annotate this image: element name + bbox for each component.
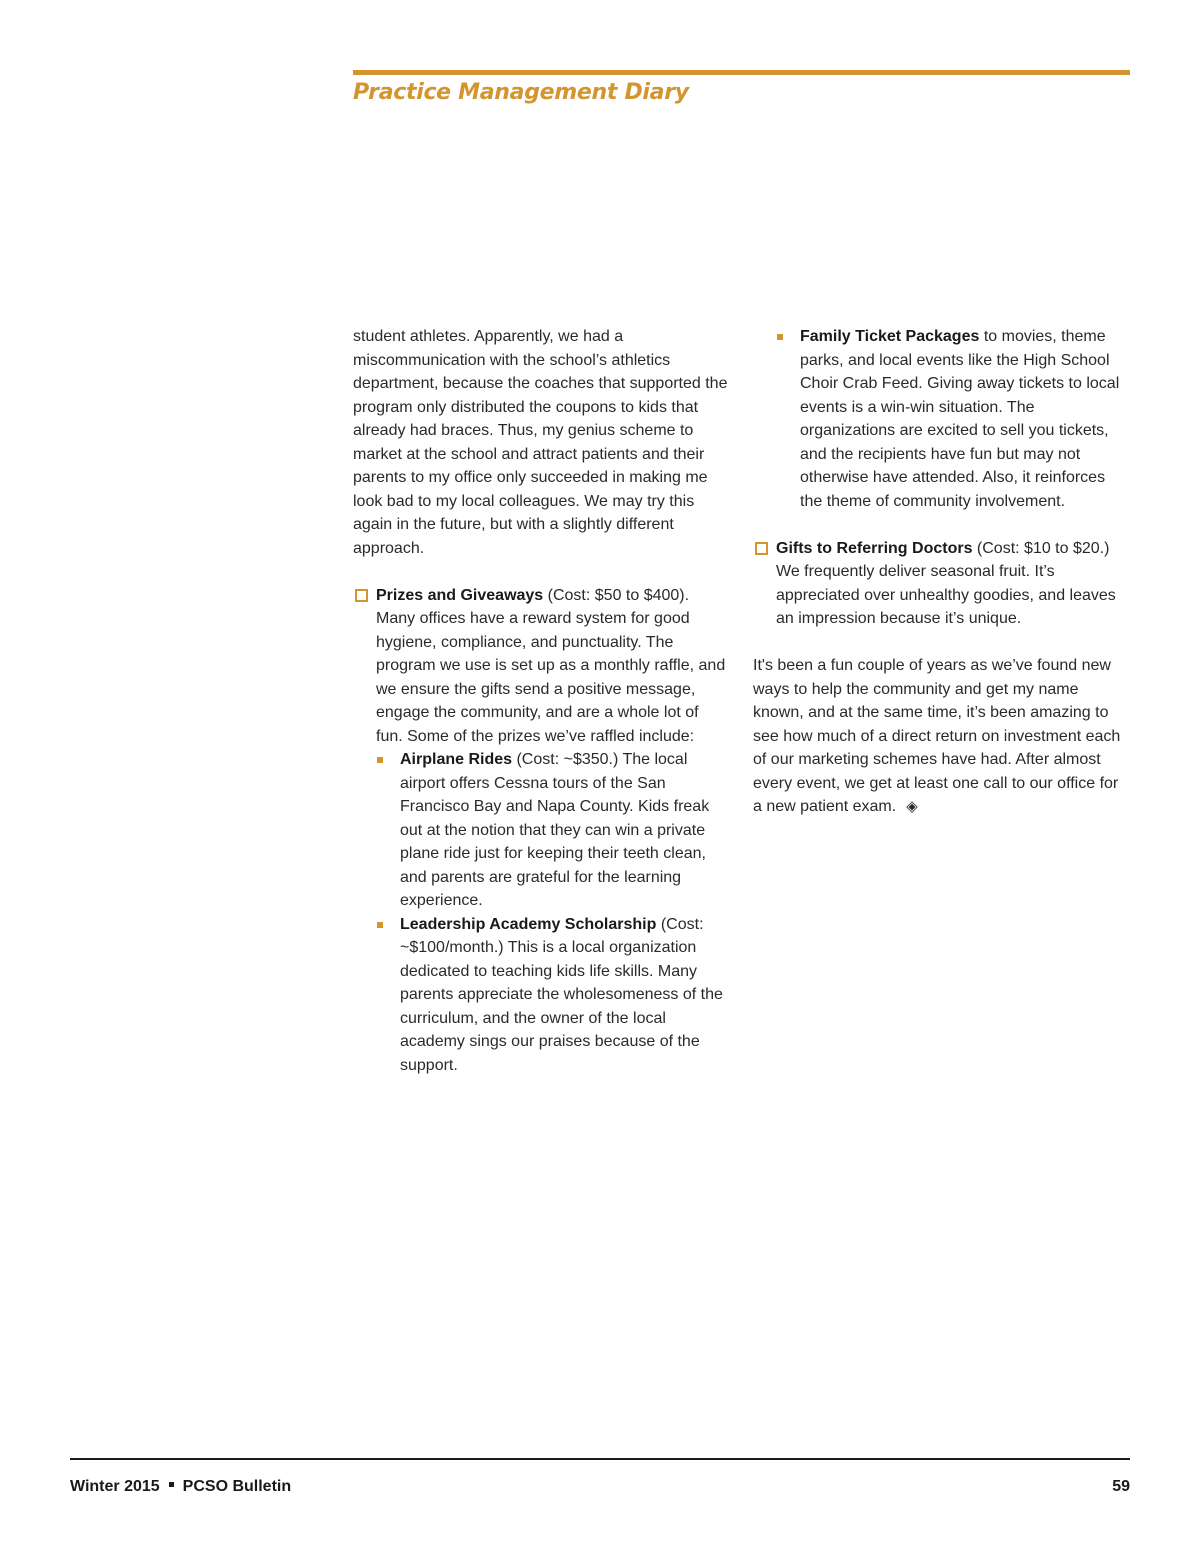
item-title: Prizes and Giveaways bbox=[376, 586, 544, 604]
item-text: (Cost: $50 to $400). Many offices have a reward system for good hygiene, compliance, and punctuality. The program we use is set up as a monthly raffle, and we ensure the gifts send a positive message, engage the community, and are a whole lot of fun. Some of the prizes we’ve raffled include: bbox=[376, 586, 726, 745]
square-bullet-icon bbox=[755, 542, 768, 555]
square-bullet-icon bbox=[355, 589, 368, 602]
item-title: Gifts to Referring Doctors bbox=[776, 539, 973, 557]
list-item-prizes bbox=[353, 584, 729, 749]
end-mark-icon: ◈ bbox=[906, 798, 918, 815]
left-column bbox=[353, 325, 729, 1077]
item-text: (Cost: ~$350.) The local airport offers Cessna tours of the San Francisco Bay and Napa County. Kids freak out at the notion that they can win a private plane ride just for keeping their teeth clean, and parents are grateful for the learning experience. bbox=[400, 751, 710, 909]
sub-item-airplane bbox=[353, 748, 729, 913]
page-number: 59 bbox=[1112, 1478, 1130, 1495]
bullet-icon bbox=[377, 922, 383, 928]
bullet-icon bbox=[777, 334, 783, 340]
list-item-gifts bbox=[753, 537, 1131, 631]
separator-bullet-icon bbox=[169, 1482, 174, 1487]
issue-label: Winter 2015 bbox=[70, 1478, 160, 1495]
publication-label: PCSO Bulletin bbox=[182, 1478, 292, 1495]
intro-paragraph: student athletes. Apparently, we had a miscommunication with the school’s athletics department, because the coaches that supported the program only distributed the coupons to kids that already had braces. Thus, my genius scheme to market at the school and attract patients and their parents to my office only succeeded in making me look bad to my local colleagues. We may try this again in the future, but with a slightly different approach. bbox=[353, 328, 728, 557]
sub-item-family-tickets bbox=[753, 325, 1131, 513]
item-text: (Cost: $10 to $20.) We frequently deliver seasonal fruit. It’s appreciated over unhealthy goodies, and leaves an impression because it’s unique. bbox=[776, 539, 1116, 627]
header-rule bbox=[353, 70, 1130, 75]
closing-paragraph bbox=[753, 654, 1131, 819]
bullet-icon bbox=[377, 757, 383, 763]
footer-rule bbox=[70, 1458, 1130, 1460]
sub-item-leadership bbox=[353, 913, 729, 1078]
item-title: Family Ticket Packages bbox=[800, 328, 980, 345]
right-column bbox=[753, 325, 1131, 819]
item-text: to movies, theme parks, and local events like the High School Choir Crab Feed. Giving away tickets to local events is a win-win situation. The organizations are excited to sell you tickets, and the recipients have fun but may not otherwise have attended. Also, it reinforces the theme of community involvement. bbox=[800, 328, 1120, 510]
item-title: Leadership Academy Scholarship bbox=[400, 915, 657, 933]
footer-issue bbox=[70, 1478, 291, 1496]
item-title: Airplane Rides bbox=[400, 751, 513, 768]
item-text: (Cost: ~$100/month.) This is a local organization dedicated to teaching kids life skills. Many parents appreciate the wholesomeness of the curriculum, and the owner of the local academy sings our praises because of the support. bbox=[400, 915, 723, 1074]
section-title: Practice Management Diary bbox=[353, 80, 689, 105]
closing-text: It's been a fun couple of years as we’ve found new ways to help the community and get my name known, and at the same time, it’s been amazing to see how much of a direct return on investment each of our marketing schemes have had. After almost every event, we get at least one call to our office for a new patient exam. bbox=[753, 657, 1121, 815]
